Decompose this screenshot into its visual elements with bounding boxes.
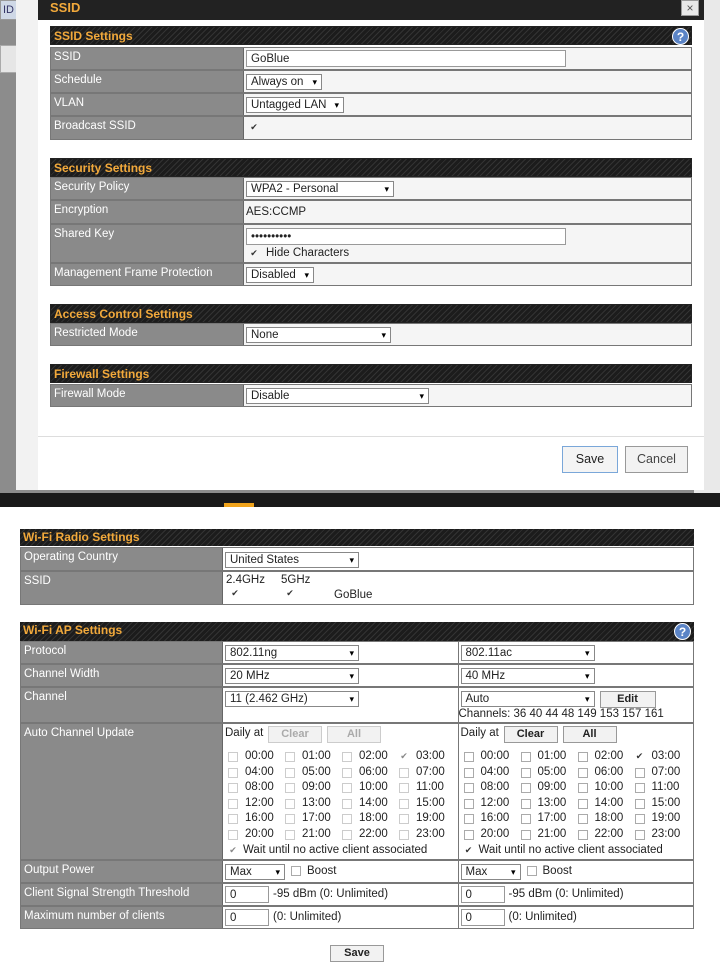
- country-cell: [223, 548, 693, 570]
- channel-5-cell: [459, 688, 694, 722]
- max-clients-label: Maximum number of clients: [21, 907, 223, 928]
- channel-width-5-cell: [459, 665, 694, 686]
- max-clients-suffix: (0: Unlimited): [273, 911, 342, 923]
- hour-checkbox[interactable]: [578, 814, 588, 824]
- signal-threshold-suffix: -95 dBm (0: Unlimited): [273, 888, 389, 900]
- firewall-mode-cell: [244, 385, 691, 406]
- hour-checkbox[interactable]: [578, 768, 588, 778]
- hour-checkbox[interactable]: [464, 768, 474, 778]
- security-policy-label: Security Policy: [51, 178, 244, 199]
- boost-5-checkbox[interactable]: [527, 866, 537, 876]
- firewall-mode-row: [50, 384, 692, 407]
- shared-key-cell: [244, 225, 691, 262]
- hour-label: 06:00: [594, 765, 624, 778]
- max-clients-5-cell: [459, 907, 694, 928]
- wait-checkbox[interactable]: ✔: [229, 845, 237, 855]
- max-clients-24-cell: [223, 907, 459, 928]
- channel-24-cell: [223, 688, 459, 722]
- hour-label: 04:00: [245, 765, 274, 778]
- hour-label: 18:00: [594, 812, 624, 825]
- boost-5-label: Boost: [542, 865, 572, 877]
- hour-checkbox[interactable]: [635, 799, 645, 809]
- nav-strip-active-indicator: [224, 503, 254, 507]
- hour-checkbox[interactable]: [635, 783, 645, 793]
- hour-label: 01:00: [302, 750, 331, 762]
- ssid-input[interactable]: GoBlue: [246, 50, 566, 67]
- hour-label: 00:00: [480, 750, 510, 762]
- max-clients-suffix: (0: Unlimited): [508, 911, 577, 923]
- hour-checkbox[interactable]: [464, 799, 474, 809]
- protocol-label: Protocol: [21, 642, 223, 663]
- mfp-label: Management Frame Protection: [51, 264, 244, 285]
- cancel-button[interactable]: Cancel: [625, 446, 688, 473]
- hour-label: 09:00: [302, 781, 331, 794]
- country-select[interactable]: United States ▾: [225, 552, 359, 568]
- clear-button[interactable]: Clear: [504, 726, 558, 743]
- channel-width-row: [20, 664, 694, 687]
- all-button[interactable]: All: [327, 726, 381, 743]
- output-power-row: [20, 860, 694, 883]
- hour-label: 20:00: [480, 828, 510, 840]
- hour-label: 07:00: [651, 765, 681, 778]
- hour-checkbox[interactable]: ✔: [635, 751, 644, 761]
- channel-width-label: Channel Width: [21, 665, 223, 686]
- hour-checkbox[interactable]: [228, 799, 238, 809]
- hour-label: 23:00: [416, 828, 445, 840]
- hour-label: 07:00: [416, 765, 445, 778]
- modal-title-bar: [38, 0, 704, 20]
- restricted-mode-row: [50, 323, 692, 346]
- vlan-label: VLAN: [51, 94, 244, 115]
- wait-label: Wait until no active client associated: [478, 844, 663, 856]
- nav-strip: [0, 493, 720, 507]
- hour-checkbox[interactable]: [342, 830, 352, 840]
- hour-label: 19:00: [651, 812, 681, 825]
- hour-label: 05:00: [302, 765, 331, 778]
- signal-threshold-5-cell: [459, 884, 694, 905]
- protocol-row: [20, 641, 694, 664]
- help-icon[interactable]: ?: [672, 28, 689, 45]
- hour-checkbox[interactable]: [399, 830, 409, 840]
- channels-list: Channels: 36 40 44 48 149 153 157 161: [458, 708, 664, 720]
- hour-label: 15:00: [651, 796, 681, 809]
- hour-label: 00:00: [245, 750, 274, 762]
- hour-label: 15:00: [416, 796, 445, 809]
- max-clients-row: [20, 906, 694, 929]
- hour-label: 14:00: [359, 796, 388, 809]
- all-button[interactable]: All: [563, 726, 617, 743]
- hide-characters-label: Hide Characters: [266, 247, 350, 259]
- protocol-24-select[interactable]: 802.11ng ▾: [225, 645, 359, 661]
- hour-checkbox[interactable]: [342, 768, 352, 778]
- hour-label: 01:00: [537, 750, 567, 762]
- hide-characters-checkbox[interactable]: ✔: [250, 248, 258, 258]
- clear-button[interactable]: Clear: [268, 726, 322, 743]
- shared-key-row: [50, 224, 692, 263]
- hour-checkbox[interactable]: [635, 814, 645, 824]
- hour-checkbox[interactable]: [464, 830, 474, 840]
- modal-title: SSID: [50, 0, 81, 15]
- restricted-mode-label: Restricted Mode: [51, 324, 244, 345]
- hour-checkbox[interactable]: [399, 783, 409, 793]
- output-power-5-cell: [459, 861, 694, 882]
- restricted-mode-cell: [244, 324, 691, 345]
- channel-width-24-cell: [223, 665, 459, 686]
- hour-label: 02:00: [594, 750, 624, 762]
- hour-label: 09:00: [537, 781, 567, 794]
- channel-row: [20, 687, 694, 723]
- hour-label: 10:00: [594, 781, 624, 794]
- ssid-label: SSID: [51, 48, 244, 69]
- hour-label: 16:00: [245, 812, 274, 825]
- channel-label: Channel: [21, 688, 223, 722]
- hour-checkbox[interactable]: [521, 752, 531, 762]
- auto-channel-update-5-cell: [459, 724, 694, 859]
- access-control-header: [50, 304, 692, 323]
- broadcast-row: [50, 116, 692, 140]
- background-tab: ID: [0, 0, 26, 20]
- schedule-cell: [244, 71, 691, 92]
- ssid-settings-header: [50, 26, 692, 45]
- country-row: [20, 547, 694, 571]
- channel-width-24-select[interactable]: 20 MHz ▾: [225, 668, 359, 684]
- output-power-5-select[interactable]: Max ▾: [461, 864, 521, 880]
- hour-label: 23:00: [651, 828, 681, 840]
- hour-label: 13:00: [537, 796, 567, 809]
- hour-checkbox[interactable]: [521, 830, 531, 840]
- radio-ssid-cell: [223, 572, 693, 604]
- hour-checkbox[interactable]: [342, 752, 352, 762]
- protocol-5-cell: [459, 642, 694, 663]
- security-policy-select[interactable]: WPA2 - Personal ▾: [246, 181, 394, 197]
- security-policy-cell: [244, 178, 691, 199]
- hour-label: 11:00: [651, 781, 680, 794]
- hour-label: 08:00: [245, 781, 274, 794]
- section-title: SSID Settings: [54, 29, 133, 43]
- signal-threshold-5-input[interactable]: 0: [461, 886, 505, 903]
- output-power-label: Output Power: [21, 861, 223, 882]
- max-clients-5-input[interactable]: 0: [461, 909, 505, 926]
- ssid-row: [50, 47, 692, 70]
- radio-settings-header: [20, 529, 694, 546]
- encryption-row: [50, 200, 692, 224]
- output-power-24-cell: [223, 861, 459, 882]
- hour-checkbox[interactable]: [578, 783, 588, 793]
- signal-threshold-label: Client Signal Strength Threshold: [21, 884, 223, 905]
- firewall-mode-select[interactable]: Disable ▾: [246, 388, 429, 404]
- hour-label: 10:00: [359, 781, 388, 794]
- hour-checkbox[interactable]: [635, 768, 645, 778]
- hour-checkbox[interactable]: [464, 814, 474, 824]
- hour-checkbox[interactable]: [285, 768, 295, 778]
- section-title: Access Control Settings: [54, 307, 193, 321]
- country-label: Operating Country: [21, 548, 223, 570]
- broadcast-label: Broadcast SSID: [51, 117, 244, 139]
- hour-checkbox[interactable]: [228, 783, 238, 793]
- hour-label: 11:00: [416, 781, 444, 794]
- firewall-header: [50, 364, 692, 383]
- hour-checkbox[interactable]: [285, 830, 295, 840]
- security-settings-header: [50, 158, 692, 177]
- ap-settings-header: [20, 622, 694, 641]
- hour-label: 22:00: [594, 828, 624, 840]
- hour-checkbox[interactable]: [399, 768, 409, 778]
- hour-checkbox[interactable]: [578, 752, 588, 762]
- daily-at-label: Daily at: [225, 727, 264, 739]
- hour-label: 13:00: [302, 796, 331, 809]
- vlan-select[interactable]: Untagged LAN ▾: [246, 97, 344, 113]
- vlan-row: [50, 93, 692, 116]
- wait-label: Wait until no active client associated: [243, 844, 428, 856]
- hour-label: 02:00: [359, 750, 388, 762]
- hour-label: 19:00: [416, 812, 445, 825]
- daily-at-label: Daily at: [460, 727, 499, 739]
- mfp-cell: [244, 264, 691, 285]
- max-clients-24-input[interactable]: 0: [225, 909, 269, 926]
- hour-checkbox[interactable]: [285, 814, 295, 824]
- channel-width-5-select[interactable]: 40 MHz ▾: [461, 668, 595, 684]
- hour-checkbox[interactable]: [635, 830, 645, 840]
- signal-threshold-24-cell: [223, 884, 459, 905]
- edit-channels-button[interactable]: Edit: [600, 691, 656, 708]
- auto-channel-update-label: Auto Channel Update: [21, 724, 223, 859]
- boost-24-label: Boost: [307, 865, 337, 877]
- shared-key-input[interactable]: ••••••••••: [246, 228, 566, 245]
- mfp-select[interactable]: Disabled ▾: [246, 267, 314, 283]
- encryption-cell: [244, 201, 691, 223]
- radio-ssid-row: [20, 571, 694, 605]
- save-ap-button[interactable]: Save: [330, 945, 384, 962]
- hour-label: 04:00: [480, 765, 510, 778]
- hour-checkbox[interactable]: [342, 799, 352, 809]
- shared-key-label: Shared Key: [51, 225, 244, 262]
- hour-label: 12:00: [480, 796, 510, 809]
- radio-ssid-label: SSID: [21, 572, 223, 604]
- close-icon[interactable]: ×: [681, 0, 699, 16]
- hour-checkbox[interactable]: [228, 768, 238, 778]
- hour-label: 16:00: [480, 812, 510, 825]
- hour-checkbox[interactable]: [285, 799, 295, 809]
- hour-checkbox[interactable]: [228, 830, 238, 840]
- band-24-label: 2.4GHz: [226, 574, 265, 586]
- section-title: Wi-Fi Radio Settings: [23, 530, 140, 544]
- hour-checkbox[interactable]: [521, 799, 531, 809]
- hour-checkbox[interactable]: [342, 814, 352, 824]
- wait-checkbox[interactable]: ✔: [464, 845, 473, 855]
- hour-checkbox[interactable]: [521, 814, 531, 824]
- security-policy-row: [50, 177, 692, 200]
- hour-label: 17:00: [302, 812, 331, 825]
- channel-24-select[interactable]: 11 (2.462 GHz) ▾: [225, 691, 359, 707]
- hour-checkbox[interactable]: [228, 752, 238, 762]
- channel-5-select[interactable]: Auto ▾: [461, 691, 595, 707]
- ssid-cell: [244, 48, 691, 69]
- hour-label: 05:00: [537, 765, 567, 778]
- schedule-select[interactable]: Always on ▾: [246, 74, 322, 90]
- auto-channel-update-24-cell: [223, 724, 459, 859]
- hour-checkbox[interactable]: [228, 814, 238, 824]
- firewall-mode-label: Firewall Mode: [51, 385, 244, 406]
- hour-label: 22:00: [359, 828, 388, 840]
- hour-label: 03:00: [416, 750, 445, 762]
- radio-ssid-name: GoBlue: [334, 589, 373, 601]
- section-title: Security Settings: [54, 161, 153, 175]
- help-icon[interactable]: ?: [674, 623, 691, 640]
- hour-checkbox[interactable]: [285, 752, 295, 762]
- protocol-5-select[interactable]: 802.11ac ▾: [461, 645, 595, 661]
- signal-threshold-row: [20, 883, 694, 906]
- hour-label: 18:00: [359, 812, 388, 825]
- boost-24-checkbox[interactable]: [291, 866, 301, 876]
- hour-label: 08:00: [480, 781, 510, 794]
- restricted-mode-select[interactable]: None ▾: [246, 327, 391, 343]
- hour-checkbox[interactable]: [342, 783, 352, 793]
- mfp-row: [50, 263, 692, 286]
- hour-checkbox[interactable]: [521, 768, 531, 778]
- hour-label: 20:00: [245, 828, 274, 840]
- hour-checkbox[interactable]: [578, 799, 588, 809]
- hour-checkbox[interactable]: [464, 783, 474, 793]
- hour-checkbox[interactable]: [521, 783, 531, 793]
- hour-label: 21:00: [537, 828, 567, 840]
- band-5-label: 5GHz: [281, 574, 311, 586]
- hour-checkbox[interactable]: [399, 814, 409, 824]
- encryption-value: AES:CCMP: [246, 206, 307, 218]
- modal-divider: [38, 436, 704, 437]
- hour-checkbox[interactable]: ✔: [400, 751, 408, 761]
- hour-checkbox[interactable]: [285, 783, 295, 793]
- band-24-checkbox[interactable]: ✔: [231, 588, 239, 598]
- save-button[interactable]: Save: [562, 446, 618, 473]
- hour-checkbox[interactable]: [464, 752, 474, 762]
- signal-threshold-suffix: -95 dBm (0: Unlimited): [508, 888, 624, 900]
- hour-label: 06:00: [359, 765, 388, 778]
- hour-label: 03:00: [651, 750, 681, 762]
- band-5-checkbox[interactable]: ✔: [286, 588, 294, 598]
- hour-label: 14:00: [594, 796, 624, 809]
- encryption-label: Encryption: [51, 201, 244, 223]
- hour-label: 17:00: [537, 812, 567, 825]
- vlan-cell: [244, 94, 691, 115]
- protocol-24-cell: [223, 642, 459, 663]
- output-power-24-select[interactable]: Max ▾: [225, 864, 285, 880]
- schedule-label: Schedule: [51, 71, 244, 92]
- hour-checkbox[interactable]: [578, 830, 588, 840]
- schedule-row: [50, 70, 692, 93]
- signal-threshold-24-input[interactable]: 0: [225, 886, 269, 903]
- hour-checkbox[interactable]: [399, 799, 409, 809]
- hour-label: 12:00: [245, 796, 274, 809]
- broadcast-checkbox[interactable]: ✔: [250, 122, 258, 132]
- broadcast-cell: [244, 117, 691, 139]
- section-title: Firewall Settings: [54, 367, 150, 381]
- section-title: Wi-Fi AP Settings: [23, 623, 123, 637]
- auto-channel-update-row: [20, 723, 694, 860]
- hour-label: 21:00: [302, 828, 331, 840]
